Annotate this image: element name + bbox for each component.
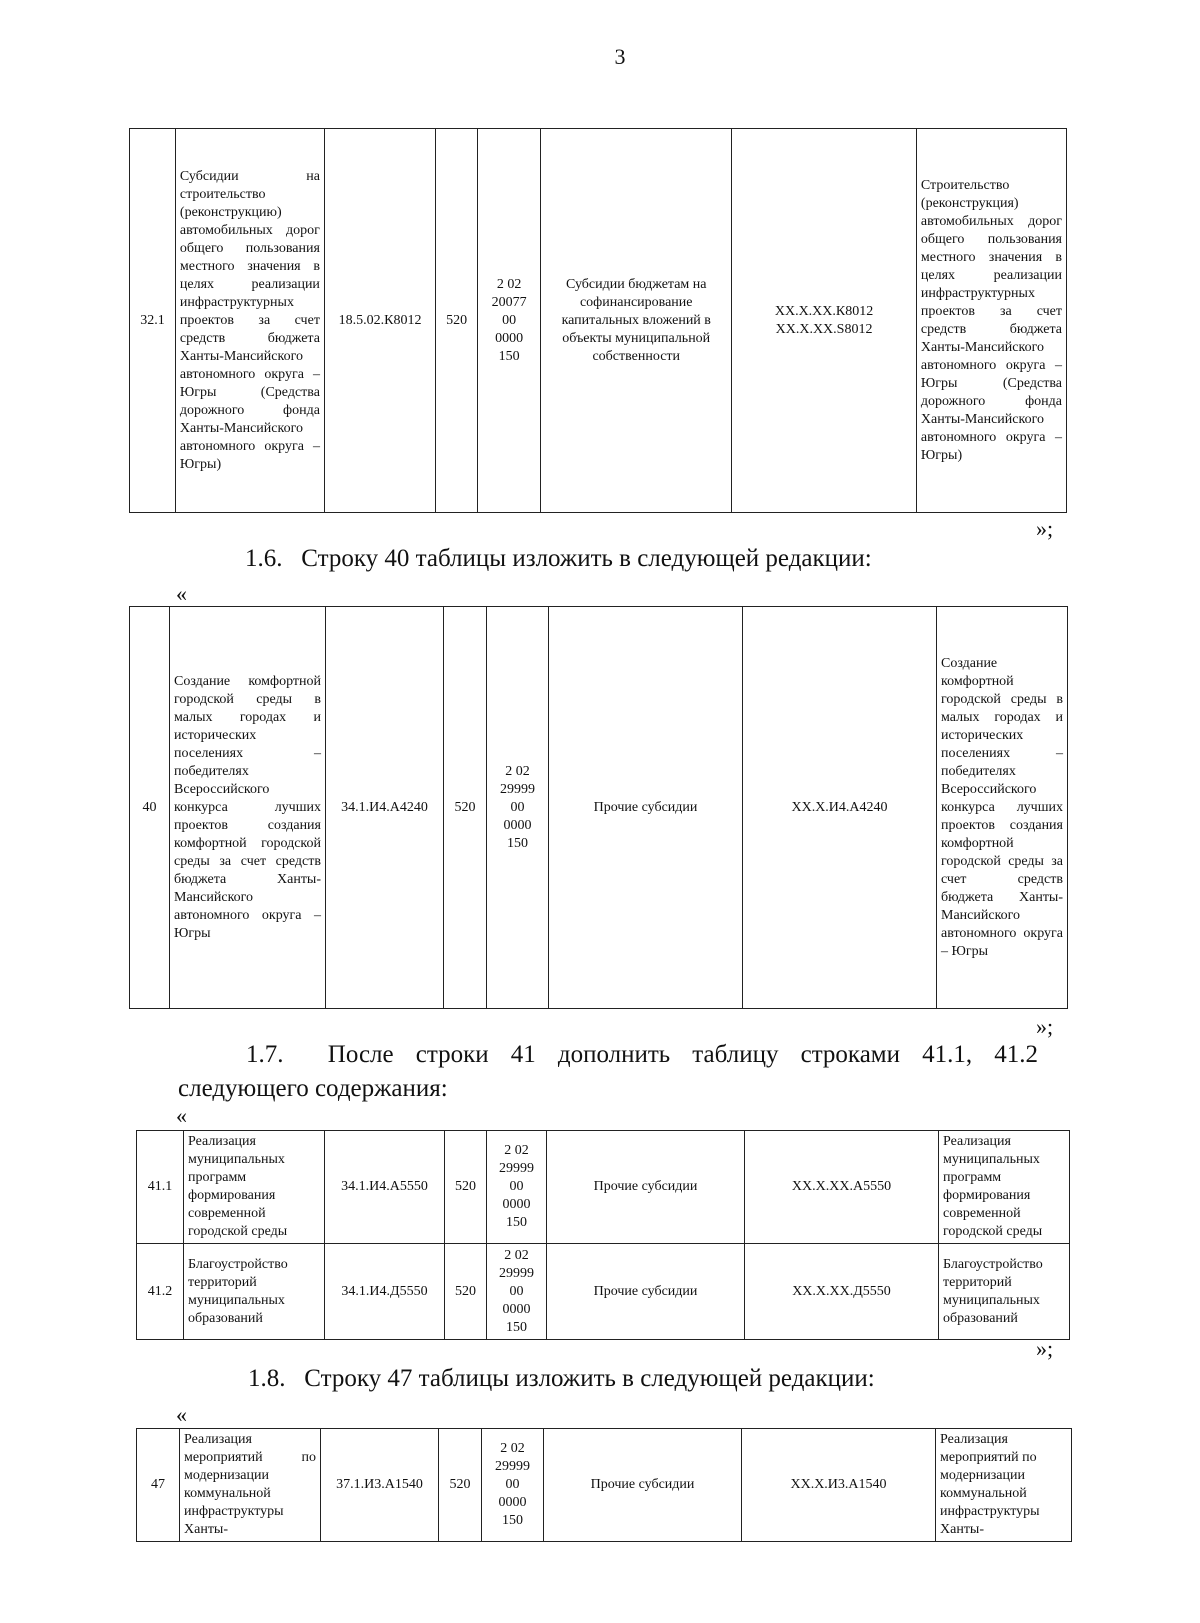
paragraph-1-7 (178, 1038, 1038, 1106)
table-row-32-1 (129, 128, 1067, 513)
paragraph-number: 1.7. (246, 1041, 284, 1068)
expense-direction: Реализация мероприятий по модернизации коммунальной инфраструктуры Ханты- (936, 1429, 1072, 1542)
table-row-40 (129, 606, 1068, 1009)
income-code: 2 02 29999 00 0000 150 (487, 607, 549, 1009)
expense-direction: Реализация муниципальных программ формирования современной городской среды (939, 1131, 1070, 1244)
opening-quote: « (176, 581, 187, 606)
expense-type-code: 520 (439, 1429, 482, 1542)
budget-code: ХХ.Х.И4.А4240 (743, 607, 937, 1009)
budget-code: ХХ.Х.ХХ.Д5550 (745, 1244, 939, 1340)
expense-name: Благоустройство территорий муниципальных образований (184, 1244, 325, 1340)
paragraph-1-6 (245, 542, 1045, 576)
closing-quote: »; (1036, 516, 1054, 541)
row-number: 40 (130, 607, 170, 1009)
closing-quote: »; (1036, 1336, 1054, 1361)
table-rows-41 (136, 1130, 1070, 1340)
income-code: 2 02 20077 00 0000 150 (478, 129, 541, 513)
income-name: Прочие субсидии (547, 1131, 745, 1244)
opening-quote: « (176, 1402, 187, 1427)
paragraph-text-continuation: следующего содержания: (178, 1075, 448, 1102)
row-number: 32.1 (130, 129, 176, 513)
expense-type-code: 520 (445, 1131, 487, 1244)
paragraph-text: Строку 47 таблицы изложить в следующей редакции: (304, 1365, 875, 1392)
table-row-47 (136, 1428, 1072, 1542)
income-code: 2 02 29999 00 0000 150 (487, 1244, 547, 1340)
row-number: 47 (137, 1429, 180, 1542)
page-number: 3 (614, 44, 626, 69)
expense-direction: Благоустройство территорий муниципальных образований (939, 1244, 1070, 1340)
income-name: Прочие субсидии (547, 1244, 745, 1340)
expense-type-code: 520 (436, 129, 478, 513)
income-name: Прочие субсидии (549, 607, 743, 1009)
paragraph-number: 1.8. (248, 1365, 286, 1392)
expense-name: Реализация муниципальных программ формирования современной городской среды (184, 1131, 325, 1244)
target-code: 34.1.И4.А4240 (326, 607, 444, 1009)
expense-name: Реализация мероприятий по модернизации коммунальной инфраструктуры Ханты- (180, 1429, 321, 1542)
income-name: Прочие субсидии (544, 1429, 742, 1542)
row-number: 41.1 (137, 1131, 184, 1244)
income-name: Субсидии бюджетам на софинансирование капитальных вложений в объекты муниципальной собственности (541, 129, 732, 513)
expense-type-code: 520 (445, 1244, 487, 1340)
expense-type-code: 520 (444, 607, 487, 1009)
target-code: 18.5.02.К8012 (324, 129, 435, 513)
closing-quote: »; (1036, 1014, 1054, 1039)
income-code: 2 02 29999 00 0000 150 (482, 1429, 544, 1542)
budget-code: ХХ.Х.И3.А1540 (742, 1429, 936, 1542)
paragraph-number: 1.6. (245, 545, 283, 572)
budget-code: ХХ.Х.ХХ.А5550 (745, 1131, 939, 1244)
opening-quote: « (176, 1103, 187, 1128)
budget-code: ХХ.Х.ХХ.К8012 ХХ.Х.ХХ.S8012 (732, 129, 917, 513)
target-code: 37.1.И3.А1540 (321, 1429, 439, 1542)
expense-direction: Создание комфортной городской среды в малых городах и исторических поселениях – победителях Всероссийского конкурса лучших проектов создания комфортной городской среды за счет средств бюджета Ханты-Мансийского автономного округа – Югры (937, 607, 1068, 1009)
expense-name: Субсидии на строительство (реконструкцию) автомобильных дорог общего пользования местного значения в целях реализации инфраструктурных проектов за счет средств бюджета Ханты-Мансийского автономного округа – Югры (Средства дорожного фонда Ханты-Мансийского автономного округа – Югры) (175, 129, 324, 513)
expense-name: Создание комфортной городской среды в малых городах и исторических поселениях – победителях Всероссийского конкурса лучших проектов создания комфортной городской среды за счет средств бюджета Ханты-Мансийского автономного округа – Югры (170, 607, 326, 1009)
paragraph-text: После строки 41 дополнить таблицу строками 41.1, 41.2 (327, 1041, 1038, 1068)
expense-direction: Строительство (реконструкция) автомобильных дорог общего пользования местного значения в целях реализации инфраструктурных проектов за счет средств бюджета Ханты-Мансийского автономного округа – Югры (Средства дорожного фонда Ханты-Мансийского автономного округа – Югры) (916, 129, 1066, 513)
income-code: 2 02 29999 00 0000 150 (487, 1131, 547, 1244)
row-number: 41.2 (137, 1244, 184, 1340)
target-code: 34.1.И4.А5550 (325, 1131, 445, 1244)
target-code: 34.1.И4.Д5550 (325, 1244, 445, 1340)
paragraph-1-8 (248, 1362, 1048, 1396)
paragraph-text: Строку 40 таблицы изложить в следующей редакции: (301, 545, 872, 572)
